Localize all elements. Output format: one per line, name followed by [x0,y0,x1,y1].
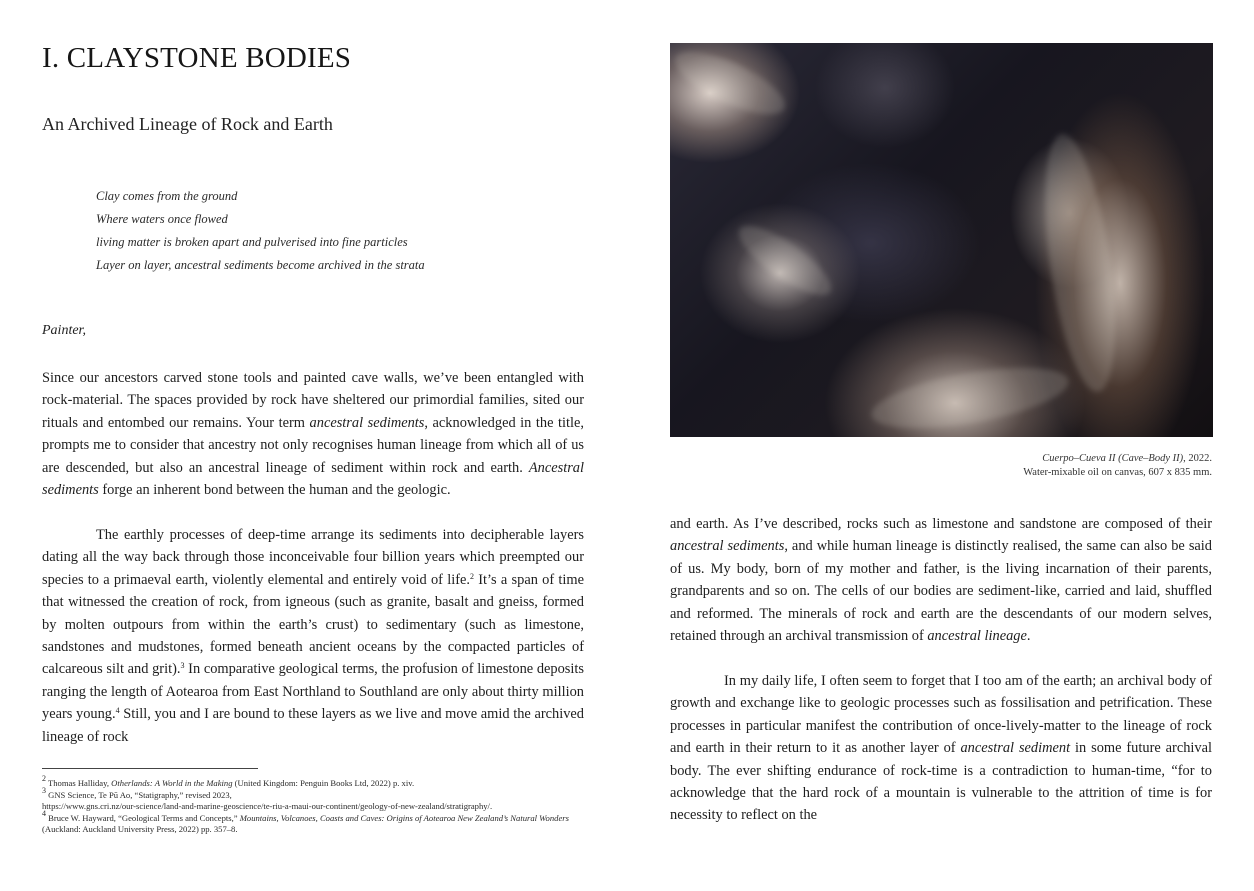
footnote: $^2$ Thomas Halliday, Otherlands: A World in the Making (United Kingdom: Penguin Books Ltd, 2022) p. xiv. [42,774,415,788]
footnote-ref[interactable]: 4 [115,706,120,716]
right-page [627,0,1254,891]
image-caption: Cuerpo–Cueva II (Cave–Body II), 2022. Water-mixable oil on canvas, 607 x 835 mm. [1023,453,1212,478]
footnote: $^4$ Bruce W. Hayward, “Geological Terms and Concepts,” Mountains, Volcanoes, Coasts and Caves: Origins of Aotearoa New Zealand’s Natural Wonders (Auckland: Auckland University Press, 2022) pp. 357–8. [42,808,569,835]
chapter-subtitle: An Archived Lineage of Rock and Earth [42,114,333,134]
poem-line: Where waters once flowed [96,212,228,226]
footnotes [42,774,587,836]
body-paragraph: and earth. As I’ve described, rocks such as limestone and sandstone are composed of their ancestral sediments, and while human lineage is distinctly realised, the same can also be said of us. My body, born of my mother and father, is the living incarnation of their parents, grandparents and so on. The cells of our bodies are sediment-like, carried and laid, shuffled and reformed. The minerals of rock and earth are the descendants of our modern selves, retained through an archival transmission of ancestral lineage. [670,516,1212,645]
footnote: $^3$ GNS Science, Te Pū Ao, “Statigraphy,” revised 2023, https://www.gns.cri.nz/our-science/land-and-marine-geoscience/te-riu-a-maui-our-continent/geology-of-new-zealand/stratigraphy/. [42,785,493,812]
poem-line: Clay comes from the ground [96,189,238,203]
footnote-divider [42,768,258,769]
letter-salutation: Painter, [42,323,86,338]
painting-image [670,43,1213,437]
chapter-title: I. CLAYSTONE BODIES [42,42,352,74]
footnote-ref[interactable]: 2 [470,571,474,581]
footnote-url-link[interactable]: https://www.gns.cri.nz/our-science/land-and-marine-geoscience/te-riu-a-maui-our-continent/geology-of-new-zealand/stratigraphy/. [42,801,493,812]
body-paragraph: Since our ancestors carved stone tools and painted cave walls, we’ve been entangled with rock-material. The spaces provided by rock have sheltered our primordial families, sited our rituals and entombed our remains. Your term ancestral sediments, acknowledged in the title, prompts me to consider that ancestry not only recognises human lineage from which all of us are descended, but also an ancestral lineage of sediment within rock and earth. Ancestral sediments forge an inherent bond between the human and the geologic. [42,370,585,499]
poem-line: Layer on layer, ancestral sediments become archived in the strata [96,258,425,272]
footnote-ref[interactable]: 3 [180,661,185,671]
epigraph-poem [96,185,576,277]
poem-line: living matter is broken apart and pulverised into fine particles [96,235,408,249]
body-paragraph: In my daily life, I often seem to forget that I too am of the earth; an archival body of growth and exchange like to geologic processes such as fossilisation and petrification. These processes in particular manifest the contribution of once-lively-matter to the lineage of rock and earth in their return to it as another layer of ancestral sediment in some future archival body. The ever shifting endurance of rock-time is a contradiction to human-time, “for to acknowledge that the hard rock of a mountain is vulnerable to the attrition of time is for necessity to reflect on the [670,673,1212,824]
body-paragraph: The earthly processes of deep-time arrange its sediments into decipherable layers dating all the way back through those inconceivable four billion years which preempted our species to a primaeval earth, violently elemental and entirely void of life.$^2$ It’s a span of time that witnessed the creation of rock, from igneous (such as granite, basalt and gneiss, formed by molten outpours from within the earth’s crust) to sedimentary (such as limestone, sandstones and mudstones, formed beneath ancient oceans by the compacted particles of calcareous silt and grit).$^3$ In comparative geological terms, the profusion of limestone deposits ranging the length of Aotearoa from East Northland to Southland are only about thirty million years young.$^4$ Still, you and I are bound to these layers as we live and move amid the archived lineage of rock [42,527,584,745]
